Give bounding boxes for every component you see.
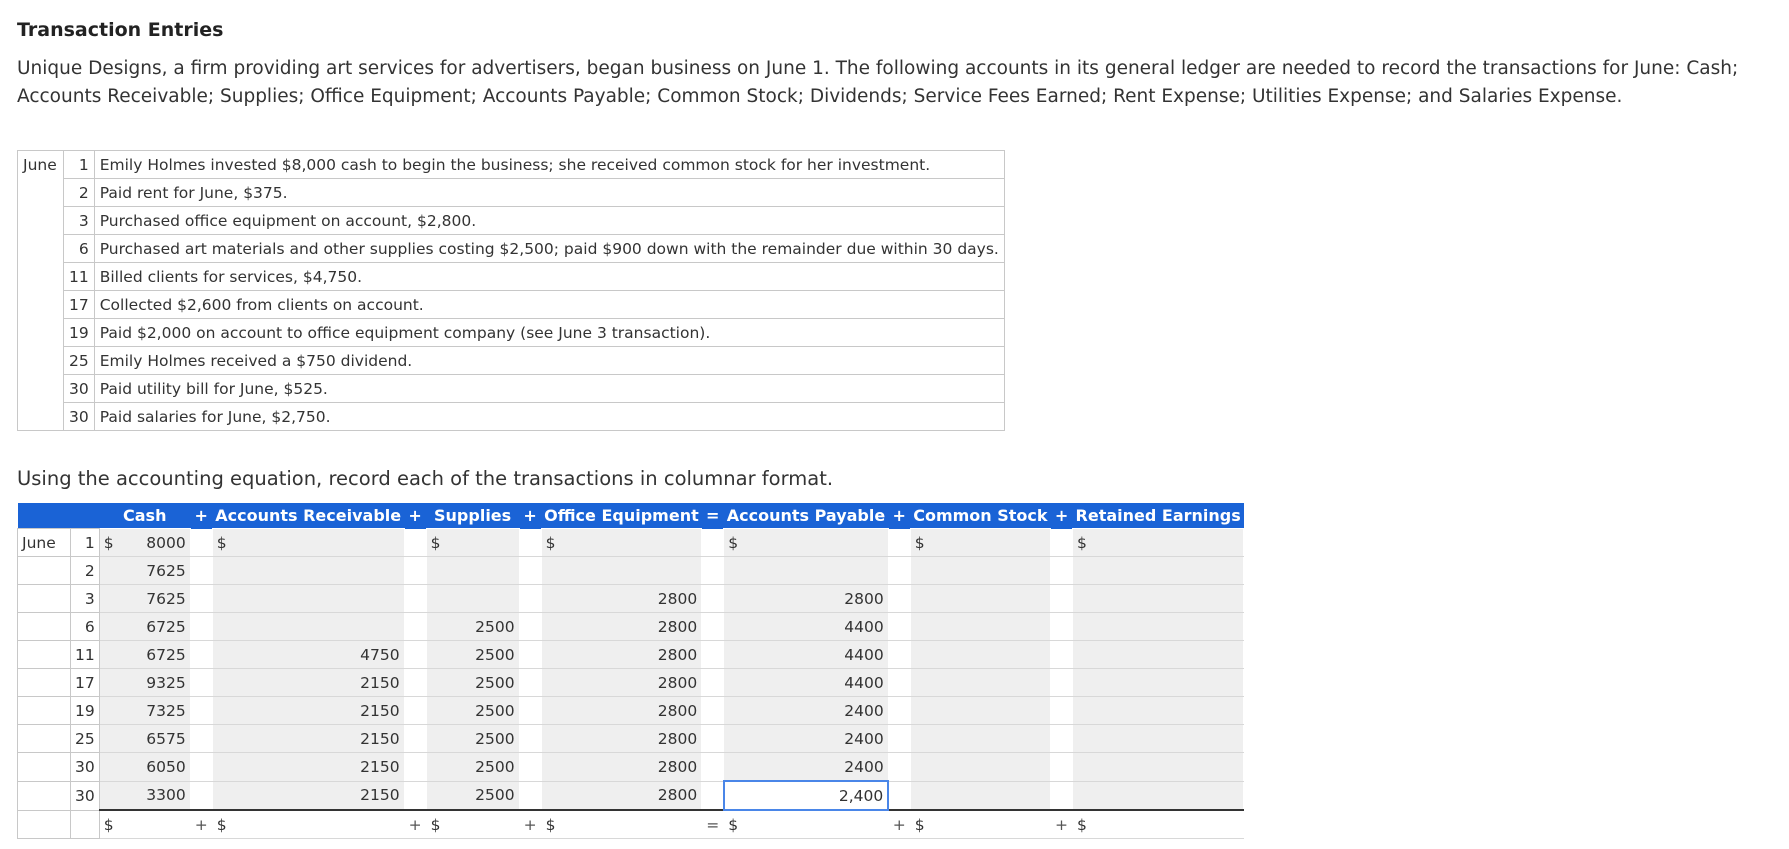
column-header: Cash xyxy=(99,503,190,529)
transaction-description: Paid utility bill for June, $525. xyxy=(94,375,1004,403)
amount-input[interactable] xyxy=(426,613,519,641)
operator: + xyxy=(888,503,910,529)
total-row xyxy=(18,810,1244,839)
equation-row xyxy=(18,529,1244,557)
amount-input[interactable] xyxy=(724,585,888,613)
amount-input[interactable] xyxy=(99,557,190,585)
amount-value: 2800 xyxy=(657,701,698,720)
transaction-row xyxy=(18,179,1005,207)
row-month xyxy=(18,557,71,585)
transaction-row xyxy=(18,291,1005,319)
amount-input[interactable] xyxy=(910,529,1050,557)
transaction-description: Purchased office equipment on account, $2,800. xyxy=(94,207,1004,235)
amount-input[interactable] xyxy=(212,641,404,669)
transaction-month xyxy=(18,235,64,263)
amount-value: 7625 xyxy=(146,589,186,608)
amount-value: 2800 xyxy=(657,617,698,636)
amount-value: 2800 xyxy=(657,645,698,664)
transaction-day: 17 xyxy=(64,291,95,319)
amount-input[interactable] xyxy=(910,613,1050,641)
operator-spacer xyxy=(1051,585,1073,613)
amount-value: 2500 xyxy=(475,617,515,636)
amount-value: 9325 xyxy=(146,673,186,692)
amount-value: 8000 xyxy=(146,533,186,552)
transaction-description: Paid rent for June, $375. xyxy=(94,179,1004,207)
operator-spacer xyxy=(1051,669,1073,697)
amount-value: 2400 xyxy=(844,701,884,720)
row-month xyxy=(18,725,71,753)
amount-input[interactable] xyxy=(541,529,702,557)
page-title: Transaction Entries xyxy=(17,19,224,41)
operator-spacer xyxy=(404,669,426,697)
amount-value: 2500 xyxy=(475,729,515,748)
amount-input[interactable] xyxy=(99,697,190,725)
amount-input[interactable] xyxy=(1073,613,1244,641)
row-day: 6 xyxy=(71,613,100,641)
dollar-sign: $ xyxy=(728,533,739,552)
amount-input[interactable] xyxy=(541,585,702,613)
total-operator: + xyxy=(519,810,541,839)
transaction-row xyxy=(18,319,1005,347)
dollar-sign: $ xyxy=(545,533,556,552)
row-month xyxy=(18,697,71,725)
amount-value: 2800 xyxy=(657,757,698,776)
transaction-month xyxy=(18,179,64,207)
transaction-day: 11 xyxy=(64,263,95,291)
amount-input[interactable] xyxy=(99,725,190,753)
operator-spacer xyxy=(519,753,541,782)
operator-spacer xyxy=(702,557,724,585)
total-input[interactable] xyxy=(724,810,888,839)
transaction-day: 2 xyxy=(64,179,95,207)
transaction-row xyxy=(18,375,1005,403)
amount-input[interactable] xyxy=(1073,697,1244,725)
operator: = xyxy=(702,503,724,529)
operator-spacer xyxy=(404,725,426,753)
row-day: 3 xyxy=(71,585,100,613)
transaction-description: Emily Holmes invested $8,000 cash to begin the business; she received common stock for her investment. xyxy=(94,151,1004,179)
amount-input[interactable] xyxy=(910,669,1050,697)
amount-input[interactable] xyxy=(99,585,190,613)
transaction-month xyxy=(18,291,64,319)
amount-value: 2500 xyxy=(475,757,515,776)
amount-input[interactable] xyxy=(724,697,888,725)
equation-table xyxy=(17,503,1244,839)
transaction-day: 25 xyxy=(64,347,95,375)
total-input[interactable] xyxy=(99,810,190,839)
transaction-day: 6 xyxy=(64,235,95,263)
dollar-sign: $ xyxy=(914,815,925,834)
operator-spacer xyxy=(1051,725,1073,753)
amount-input[interactable] xyxy=(426,725,519,753)
dollar-sign: $ xyxy=(430,533,441,552)
amount-value: 2500 xyxy=(475,701,515,720)
transaction-description: Collected $2,600 from clients on account. xyxy=(94,291,1004,319)
total-operator: + xyxy=(1051,810,1073,839)
amount-input[interactable] xyxy=(910,725,1050,753)
amount-input[interactable] xyxy=(426,781,519,810)
total-input[interactable] xyxy=(212,810,404,839)
amount-input[interactable] xyxy=(426,669,519,697)
amount-value: 6575 xyxy=(146,729,186,748)
operator: + xyxy=(519,503,541,529)
amount-input[interactable] xyxy=(1073,669,1244,697)
transaction-month xyxy=(18,263,64,291)
amount-value: 2800 xyxy=(657,673,698,692)
operator: + xyxy=(404,503,426,529)
column-header: Accounts Receivable xyxy=(212,503,404,529)
amount-value: 2150 xyxy=(360,729,400,748)
row-day: 17 xyxy=(71,669,100,697)
operator-spacer xyxy=(702,613,724,641)
row-month xyxy=(18,585,71,613)
amount-input[interactable] xyxy=(99,753,190,782)
amount-input[interactable] xyxy=(724,781,888,810)
operator-spacer xyxy=(190,697,212,725)
instruction-text: Using the accounting equation, record each of the transactions in columnar format. xyxy=(17,467,834,490)
amount-input[interactable] xyxy=(724,669,888,697)
total-input[interactable] xyxy=(910,810,1050,839)
row-month xyxy=(18,669,71,697)
amount-input[interactable] xyxy=(724,753,888,782)
amount-input[interactable] xyxy=(426,697,519,725)
amount-input[interactable] xyxy=(212,753,404,782)
operator-spacer xyxy=(519,669,541,697)
amount-input[interactable] xyxy=(426,641,519,669)
transaction-month xyxy=(18,347,64,375)
operator-spacer xyxy=(404,613,426,641)
amount-input[interactable] xyxy=(541,781,702,810)
operator-spacer xyxy=(888,781,910,810)
amount-input[interactable] xyxy=(99,529,190,557)
amount-value: 2500 xyxy=(475,645,515,664)
amount-input[interactable] xyxy=(910,697,1050,725)
total-month xyxy=(18,810,71,839)
amount-input[interactable] xyxy=(910,753,1050,782)
operator-spacer xyxy=(404,557,426,585)
transaction-month: June xyxy=(18,151,64,179)
amount-input[interactable] xyxy=(1073,557,1244,585)
operator-spacer xyxy=(1051,641,1073,669)
amount-input[interactable] xyxy=(99,669,190,697)
transaction-row xyxy=(18,263,1005,291)
operator-spacer xyxy=(404,585,426,613)
operator-spacer xyxy=(190,781,212,810)
operator-spacer xyxy=(702,753,724,782)
total-operator: + xyxy=(190,810,212,839)
dollar-sign: $ xyxy=(216,533,227,552)
row-day: 1 xyxy=(71,529,100,557)
equation-row xyxy=(18,725,1244,753)
amount-input[interactable] xyxy=(1073,753,1244,782)
amount-value: 2500 xyxy=(475,673,515,692)
operator-spacer xyxy=(702,641,724,669)
amount-input[interactable] xyxy=(541,641,702,669)
amount-input[interactable] xyxy=(426,585,519,613)
amount-input[interactable] xyxy=(910,781,1050,810)
amount-value: 7325 xyxy=(146,701,186,720)
total-input[interactable] xyxy=(541,810,702,839)
transaction-description: Paid salaries for June, $2,750. xyxy=(94,403,1004,431)
amount-input[interactable] xyxy=(541,557,702,585)
amount-value: 7625 xyxy=(146,561,186,580)
amount-input[interactable] xyxy=(910,585,1050,613)
operator-spacer xyxy=(1051,557,1073,585)
operator-spacer xyxy=(888,725,910,753)
operator-spacer xyxy=(519,641,541,669)
operator-spacer xyxy=(888,641,910,669)
operator-spacer xyxy=(190,529,212,557)
dollar-sign: $ xyxy=(430,815,441,834)
total-operator: = xyxy=(702,810,724,839)
amount-input[interactable] xyxy=(426,557,519,585)
operator-spacer xyxy=(190,585,212,613)
transaction-day: 30 xyxy=(64,403,95,431)
transaction-month xyxy=(18,207,64,235)
amount-input[interactable] xyxy=(212,613,404,641)
operator-spacer xyxy=(1051,613,1073,641)
operator-spacer xyxy=(404,641,426,669)
amount-value: 2150 xyxy=(360,701,400,720)
dollar-sign: $ xyxy=(103,815,114,834)
amount-input[interactable] xyxy=(1073,725,1244,753)
amount-input[interactable] xyxy=(541,725,702,753)
amount-input[interactable] xyxy=(541,697,702,725)
operator-spacer xyxy=(190,613,212,641)
amount-input[interactable] xyxy=(212,585,404,613)
operator-spacer xyxy=(190,753,212,782)
operator-spacer xyxy=(888,697,910,725)
operator-spacer xyxy=(1051,697,1073,725)
amount-input[interactable] xyxy=(724,557,888,585)
column-header: Accounts Payable xyxy=(724,503,888,529)
dollar-sign: $ xyxy=(728,815,739,834)
equation-row xyxy=(18,641,1244,669)
column-header: Office Equipment xyxy=(541,503,702,529)
operator-spacer xyxy=(519,585,541,613)
transaction-row xyxy=(18,347,1005,375)
row-month xyxy=(18,781,71,810)
transaction-row xyxy=(18,151,1005,179)
transactions-table xyxy=(17,150,1005,431)
amount-input[interactable] xyxy=(724,641,888,669)
operator-spacer xyxy=(702,697,724,725)
amount-input[interactable] xyxy=(426,529,519,557)
row-day: 30 xyxy=(71,753,100,782)
transaction-row xyxy=(18,235,1005,263)
amount-value: 2500 xyxy=(475,786,515,805)
amount-value: 4400 xyxy=(844,673,884,692)
equation-row xyxy=(18,585,1244,613)
amount-input[interactable] xyxy=(99,641,190,669)
transaction-day: 30 xyxy=(64,375,95,403)
amount-value: 6725 xyxy=(146,645,186,664)
total-operator: + xyxy=(888,810,910,839)
amount-input[interactable] xyxy=(212,725,404,753)
equation-row xyxy=(18,781,1244,810)
operator-spacer xyxy=(888,669,910,697)
operator-spacer xyxy=(519,613,541,641)
operator-spacer xyxy=(404,697,426,725)
operator-spacer xyxy=(888,753,910,782)
amount-input[interactable] xyxy=(1073,781,1244,810)
amount-value: 2,400 xyxy=(838,786,884,805)
operator-spacer xyxy=(519,725,541,753)
operator-spacer xyxy=(702,669,724,697)
amount-input[interactable] xyxy=(724,529,888,557)
operator-spacer xyxy=(888,529,910,557)
transaction-month xyxy=(18,403,64,431)
amount-value: 2400 xyxy=(844,729,884,748)
amount-input[interactable] xyxy=(1073,585,1244,613)
row-month: June xyxy=(18,529,71,557)
amount-value: 2150 xyxy=(360,786,400,805)
operator-spacer xyxy=(702,781,724,810)
amount-input[interactable] xyxy=(426,753,519,782)
amount-input[interactable] xyxy=(541,613,702,641)
dollar-sign: $ xyxy=(545,815,556,834)
header-spacer xyxy=(18,503,100,529)
total-operator: + xyxy=(404,810,426,839)
transaction-day: 19 xyxy=(64,319,95,347)
operator-spacer xyxy=(1051,529,1073,557)
transaction-description: Paid $2,000 on account to office equipment company (see June 3 transaction). xyxy=(94,319,1004,347)
amount-input[interactable] xyxy=(541,753,702,782)
dollar-sign: $ xyxy=(1077,815,1087,834)
operator-spacer xyxy=(404,753,426,782)
row-day: 2 xyxy=(71,557,100,585)
transaction-description: Emily Holmes received a $750 dividend. xyxy=(94,347,1004,375)
amount-input[interactable] xyxy=(99,613,190,641)
equation-row xyxy=(18,613,1244,641)
operator-spacer xyxy=(888,585,910,613)
transaction-description: Purchased art materials and other supplies costing $2,500; paid $900 down with the remainder due within 30 days. xyxy=(94,235,1004,263)
equation-row xyxy=(18,669,1244,697)
transaction-day: 3 xyxy=(64,207,95,235)
amount-value: 2150 xyxy=(360,673,400,692)
column-header: Common Stock xyxy=(910,503,1050,529)
amount-input[interactable] xyxy=(1073,641,1244,669)
amount-input[interactable] xyxy=(541,669,702,697)
transaction-description: Billed clients for services, $4,750. xyxy=(94,263,1004,291)
dollar-sign: $ xyxy=(914,533,925,552)
row-month xyxy=(18,613,71,641)
amount-value: 2800 xyxy=(844,589,884,608)
operator-spacer xyxy=(190,641,212,669)
amount-input[interactable] xyxy=(724,725,888,753)
dollar-sign: $ xyxy=(1077,533,1087,552)
operator-spacer xyxy=(888,557,910,585)
problem-intro: Unique Designs, a firm providing art services for advertisers, began business on June 1. The following accounts in its general ledger are needed to record the transactions for June: Cash; Accounts Receivable; Supplies; Office Equipment; Accounts Payable; Common Stock; Dividends; Service Fees Earned; Rent Expense; Utilities Expense; and Salaries Expense. xyxy=(17,58,1739,107)
transaction-day: 1 xyxy=(64,151,95,179)
operator-spacer xyxy=(519,781,541,810)
amount-input[interactable] xyxy=(724,613,888,641)
equation-row xyxy=(18,753,1244,782)
operator-spacer xyxy=(404,529,426,557)
row-day: 19 xyxy=(71,697,100,725)
operator-spacer xyxy=(1051,781,1073,810)
amount-input[interactable] xyxy=(212,529,404,557)
amount-value: 4750 xyxy=(360,645,400,664)
total-day xyxy=(71,810,100,839)
column-header: Retained Earnings xyxy=(1073,503,1244,529)
transaction-row xyxy=(18,403,1005,431)
amount-input[interactable] xyxy=(910,557,1050,585)
amount-value: 3300 xyxy=(146,786,186,805)
amount-input[interactable] xyxy=(212,669,404,697)
operator-spacer xyxy=(190,669,212,697)
operator-spacer xyxy=(888,613,910,641)
amount-value: 6050 xyxy=(146,757,186,776)
equation-row xyxy=(18,557,1244,585)
operator-spacer xyxy=(702,725,724,753)
operator-spacer xyxy=(190,725,212,753)
operator: + xyxy=(190,503,212,529)
operator-spacer xyxy=(404,781,426,810)
total-input[interactable] xyxy=(426,810,519,839)
operator-spacer xyxy=(519,529,541,557)
amount-value: 2400 xyxy=(844,757,884,776)
row-month xyxy=(18,753,71,782)
row-day: 11 xyxy=(71,641,100,669)
dollar-sign: $ xyxy=(216,815,227,834)
amount-value: 6725 xyxy=(146,617,186,636)
amount-input[interactable] xyxy=(910,641,1050,669)
amount-input[interactable] xyxy=(99,781,190,810)
transaction-month xyxy=(18,319,64,347)
operator: + xyxy=(1051,503,1073,529)
transaction-month xyxy=(18,375,64,403)
total-input[interactable] xyxy=(1073,810,1244,839)
column-header: Supplies xyxy=(426,503,519,529)
amount-value: 2150 xyxy=(360,757,400,776)
amount-value: 2800 xyxy=(657,729,698,748)
amount-input[interactable] xyxy=(212,557,404,585)
row-day: 25 xyxy=(71,725,100,753)
row-month xyxy=(18,641,71,669)
dollar-sign: $ xyxy=(103,533,114,552)
operator-spacer xyxy=(519,557,541,585)
amount-input[interactable] xyxy=(212,697,404,725)
row-day: 30 xyxy=(71,781,100,810)
operator-spacer xyxy=(702,529,724,557)
amount-value: 2800 xyxy=(657,786,698,805)
amount-input[interactable] xyxy=(212,781,404,810)
equation-row xyxy=(18,697,1244,725)
operator-spacer xyxy=(519,697,541,725)
amount-input[interactable] xyxy=(1073,529,1244,557)
amount-value: 4400 xyxy=(844,645,884,664)
transaction-row xyxy=(18,207,1005,235)
operator-spacer xyxy=(1051,753,1073,782)
operator-spacer xyxy=(190,557,212,585)
operator-spacer xyxy=(702,585,724,613)
amount-value: 4400 xyxy=(844,617,884,636)
amount-value: 2800 xyxy=(657,589,698,608)
